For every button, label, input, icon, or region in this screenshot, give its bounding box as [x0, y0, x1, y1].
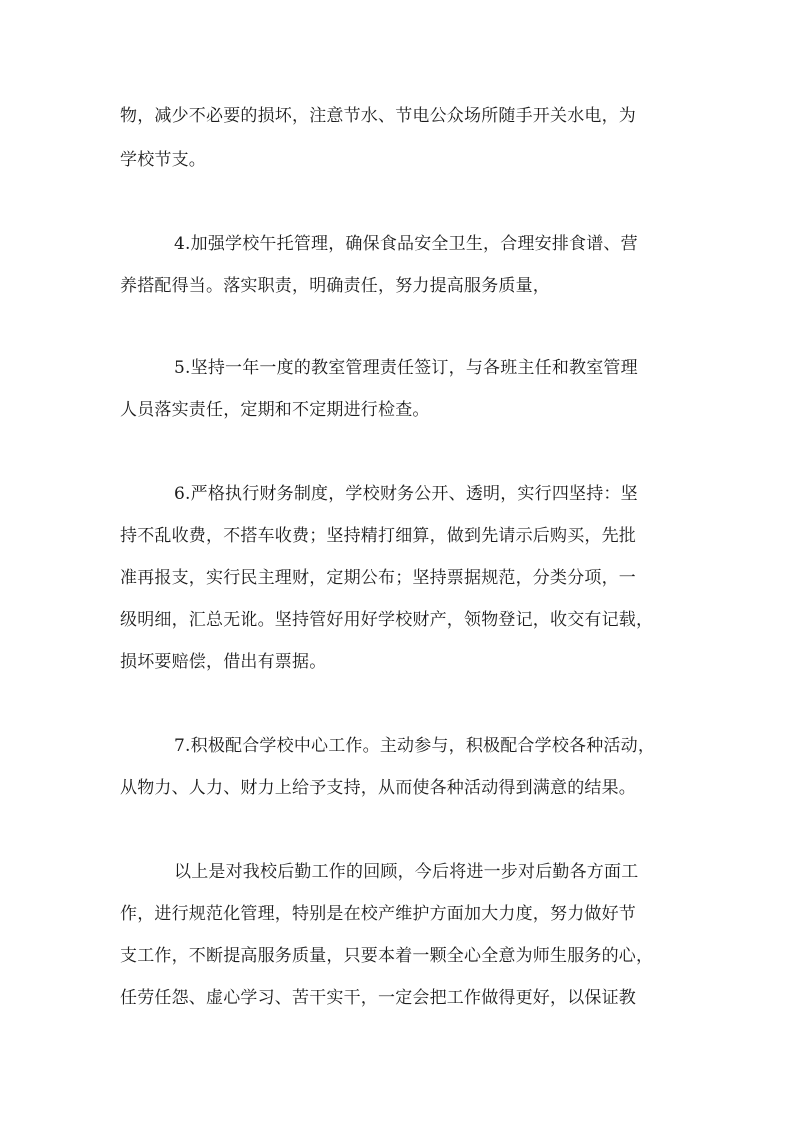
item-7-line-1: 7.积极配合学校中心工作。主动参与，积极配合学校各种活动，	[174, 736, 656, 756]
paragraph-line: 物，减少不必要的损坏，注意节水、节电公众场所随手开关水电，为	[120, 106, 636, 126]
item-6-line-1: 6.严格执行财务制度，学校财务公开、透明，实行四坚持：坚	[174, 484, 638, 504]
item-6-line-2: 持不乱收费，不搭车收费；坚持精打细算，做到先请示后购买，先批	[120, 526, 636, 546]
conclusion-line-4: 任劳任怨、虚心学习、苦干实干，一定会把工作做得更好，以保证教	[120, 988, 636, 1008]
item-7-line-2: 从物力、人力、财力上给予支持，从而使各种活动得到满意的结果。	[120, 778, 636, 798]
conclusion-line-1: 以上是对我校后勤工作的回顾，今后将进一步对后勤各方面工	[174, 862, 639, 882]
item-4-line-1: 4.加强学校午托管理，确保食品安全卫生，合理安排食谱、营	[174, 234, 638, 254]
conclusion-line-2: 作，进行规范化管理，特别是在校产维护方面加大力度，努力做好节	[120, 904, 636, 924]
item-4-line-2: 养搭配得当。落实职责，明确责任，努力提高服务质量，	[120, 276, 550, 296]
item-5-line-2: 人员落实责任，定期和不定期进行检查。	[120, 400, 430, 420]
item-6-line-3: 准再报支，实行民主理财，定期公布；坚持票据规范，分类分项，一	[120, 568, 636, 588]
item-6-line-4: 级明细，汇总无讹。坚持管好用好学校财产，领物登记，收交有记载，	[120, 610, 654, 630]
item-6-line-5: 损坏要赔偿，借出有票据。	[120, 652, 327, 672]
item-5-line-1: 5.坚持一年一度的教室管理责任签订，与各班主任和教室管理	[174, 358, 638, 378]
paragraph-line: 学校节支。	[120, 150, 206, 170]
conclusion-line-3: 支工作，不断提高服务质量，只要本着一颗全心全意为师生服务的心，	[120, 946, 654, 966]
